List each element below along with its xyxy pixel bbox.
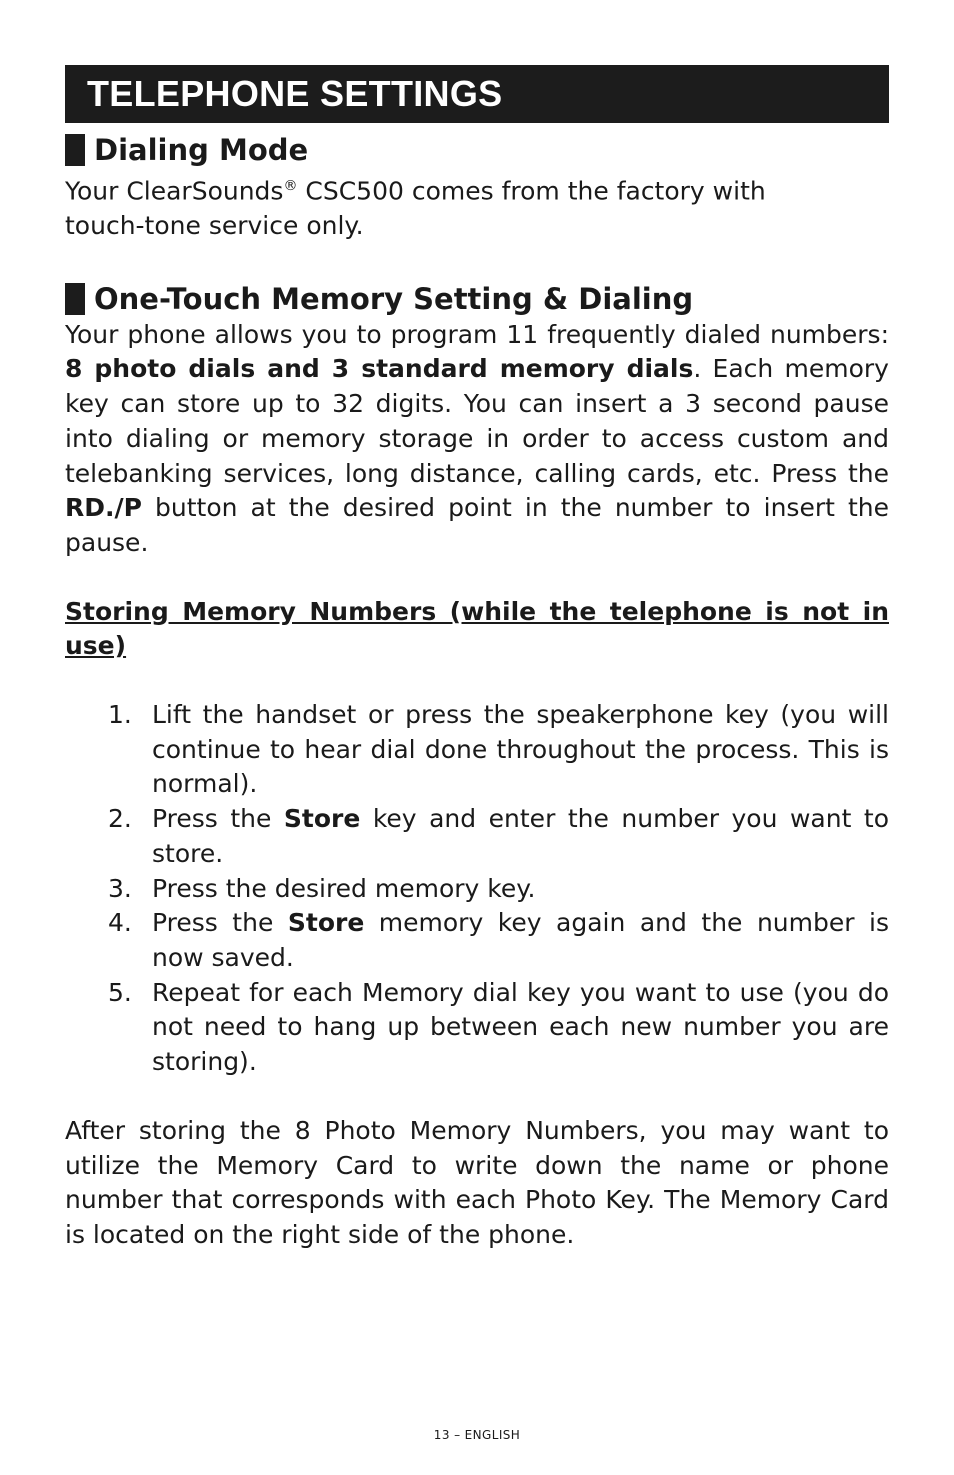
one-touch-p2-bold: RD./P [65,493,142,523]
dialing-text-a: Your ClearSounds [65,176,284,206]
step-text [152,906,889,975]
one-touch-heading: One-Touch Memory Setting & Dialing [94,281,694,316]
page-footer: 13 – ENGLISH [433,1428,521,1442]
step-item [65,976,889,1080]
step-text-bold: Store [283,804,361,834]
one-touch-p3: button at the desired point in the number to insert the pause. [65,493,889,557]
one-touch-p2: . Each memory key can store up to 32 digits. You can insert a 3 second pause into dialing or memory storage in order to access custom and telebanking services, long distance, calling cards, etc. Press the [65,354,889,488]
step-number: 2. [108,804,132,834]
section-marker [65,283,85,315]
step-number: 5. [108,977,132,1007]
step-text-pre: Press the [152,804,284,834]
title-banner [65,65,889,123]
one-touch-header [65,280,889,318]
dialing-mode-heading: Dialing Mode [94,133,309,167]
section-marker [65,134,85,166]
storing-heading: Storing Memory Numbers (while the telephone is not in use) [65,596,889,661]
step-item [65,802,889,871]
one-touch-p1-bold: 8 photo dials and 3 standard memory dials [65,354,694,384]
step-number: 4. [108,908,132,938]
step-item [65,698,889,802]
dialing-text-b: CSC500 comes from the factory with touch-tone service only. [65,176,766,241]
step-text-bold: Store [287,908,365,938]
step-text-pre: Press the [152,908,288,938]
storing-steps [65,698,889,1080]
after-storing-paragraph: After storing the 8 Photo Memory Numbers, you may want to utilize the Memory Card to write down the name or phone number that corresponds with each Photo Key. The Memory Card is located on the right side of the phone. [65,1115,889,1249]
step-item [65,872,889,907]
page-title: TELEPHONE SETTINGS [87,73,503,114]
one-touch-paragraph [65,318,889,561]
registered-mark: ® [283,178,298,194]
dialing-mode-text [65,169,825,244]
step-item [65,906,889,975]
step-text [152,802,889,871]
step-number: 3. [108,873,132,903]
step-text: Repeat for each Memory dial key you want to use (you do not need to hang up between each new number you are storing). [152,977,889,1077]
step-text: Lift the handset or press the speakerphone key (you will continue to hear dial done throughout the process. This is normal). [152,700,889,799]
one-touch-p1: Your phone allows you to program 11 frequently dialed numbers: [65,319,889,349]
step-text-post: key and enter the number you want to store. [152,804,889,868]
step-text-post: memory key again and the number is now saved. [152,908,890,972]
manual-page [65,65,889,1253]
step-text: Press the desired memory key. [152,873,536,903]
step-number: 1. [108,700,132,730]
dialing-mode-header [65,131,889,169]
